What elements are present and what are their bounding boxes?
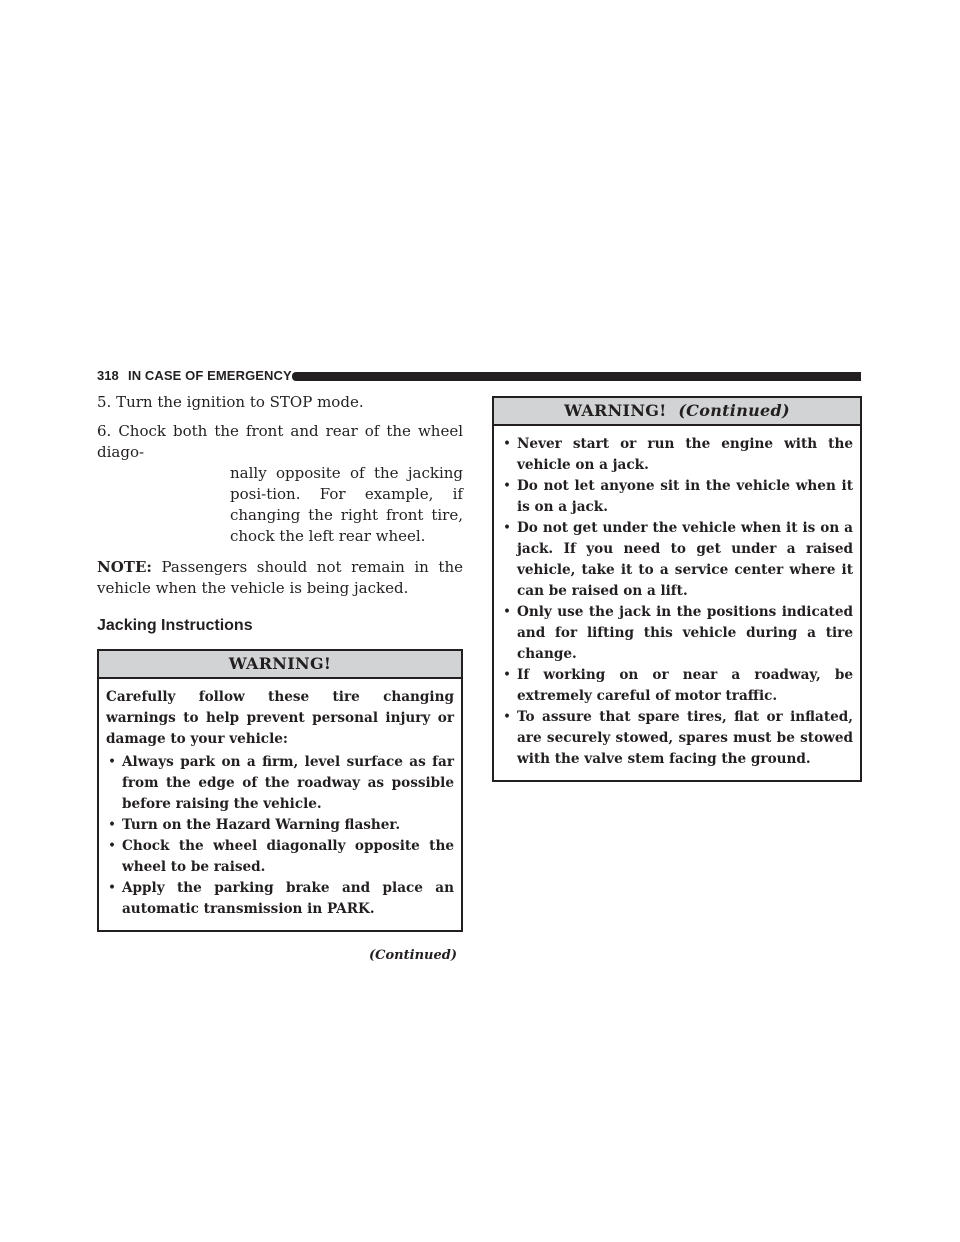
warning-bullet: • Always park on a firm, level surface as far from the edge of the roadway as possible before raising the vehicle. xyxy=(108,754,454,812)
step-6-continuation: nally opposite of the jacking posi-tion. For example, if changing the right front tire, chock the left rear wheel. xyxy=(230,464,463,545)
bullet-icon: • xyxy=(503,604,512,620)
warning-body xyxy=(99,679,461,930)
warning-bullet: • To assure that spare tires, flat or inflated, are securely stowed, spares must be stowed with the valve stem facing the ground. xyxy=(503,709,853,767)
page-header xyxy=(97,366,861,384)
note-label: NOTE: xyxy=(97,558,152,576)
warning-bullet: • Only use the jack in the positions indicated and for lifting this vehicle during a tire change. xyxy=(503,604,853,662)
warning-box-left xyxy=(97,649,463,932)
warning-bullet: • Turn on the Hazard Warning flasher. xyxy=(106,815,454,836)
warning-bullet: • Do not get under the vehicle when it is on a jack. If you need to get under a raised vehicle, take it to a service center where it can be raised on a lift. xyxy=(503,520,853,599)
step-6-first-line: 6. Chock both the front and rear of the wheel diago- xyxy=(97,422,463,461)
continued-suffix: (Continued) xyxy=(678,401,790,420)
bullet-icon: • xyxy=(503,520,512,536)
note xyxy=(97,557,463,599)
warning-body xyxy=(494,426,860,780)
warning-box-right xyxy=(492,396,862,782)
note-text: Passengers should not remain in the vehicle when the vehicle is being jacked. xyxy=(97,558,463,597)
warning-bullet: • Apply the parking brake and place an automatic transmission in PARK. xyxy=(108,880,454,917)
bullet-icon: • xyxy=(503,667,512,683)
jacking-instructions-heading: Jacking Instructions xyxy=(97,617,253,634)
bullet-icon: • xyxy=(108,754,117,770)
bullet-icon: • xyxy=(108,838,117,854)
step-5: 5. Turn the ignition to STOP mode. xyxy=(97,393,364,411)
warning-bullet: • Do not let anyone sit in the vehicle when it is on a jack. xyxy=(503,478,853,515)
warning-intro: Carefully follow these tire changing warnings to help prevent personal injury or damage to your vehicle: xyxy=(106,689,454,747)
warning-bullet: • Never start or run the engine with the vehicle on a jack. xyxy=(503,436,853,473)
bullet-icon: • xyxy=(108,880,117,896)
left-column xyxy=(97,392,463,963)
bullet-icon: • xyxy=(503,478,512,494)
warning-bullet: • Chock the wheel diagonally opposite the wheel to be raised. xyxy=(108,838,454,875)
page-number: 318 xyxy=(97,368,119,383)
header-rule xyxy=(292,372,861,381)
bullet-icon: • xyxy=(503,709,512,725)
warning-bullet: • If working on or near a roadway, be extremely careful of motor traffic. xyxy=(503,667,853,704)
right-column xyxy=(492,396,862,782)
bullet-icon: • xyxy=(108,817,117,833)
continued-label: (Continued) xyxy=(369,948,457,963)
warning-title: WARNING! xyxy=(99,651,461,679)
section-title: IN CASE OF EMERGENCY xyxy=(128,368,292,383)
warning-title-continued: WARNING! (Continued) xyxy=(494,398,860,426)
bullet-icon: • xyxy=(503,436,512,452)
step-6 xyxy=(97,421,463,547)
